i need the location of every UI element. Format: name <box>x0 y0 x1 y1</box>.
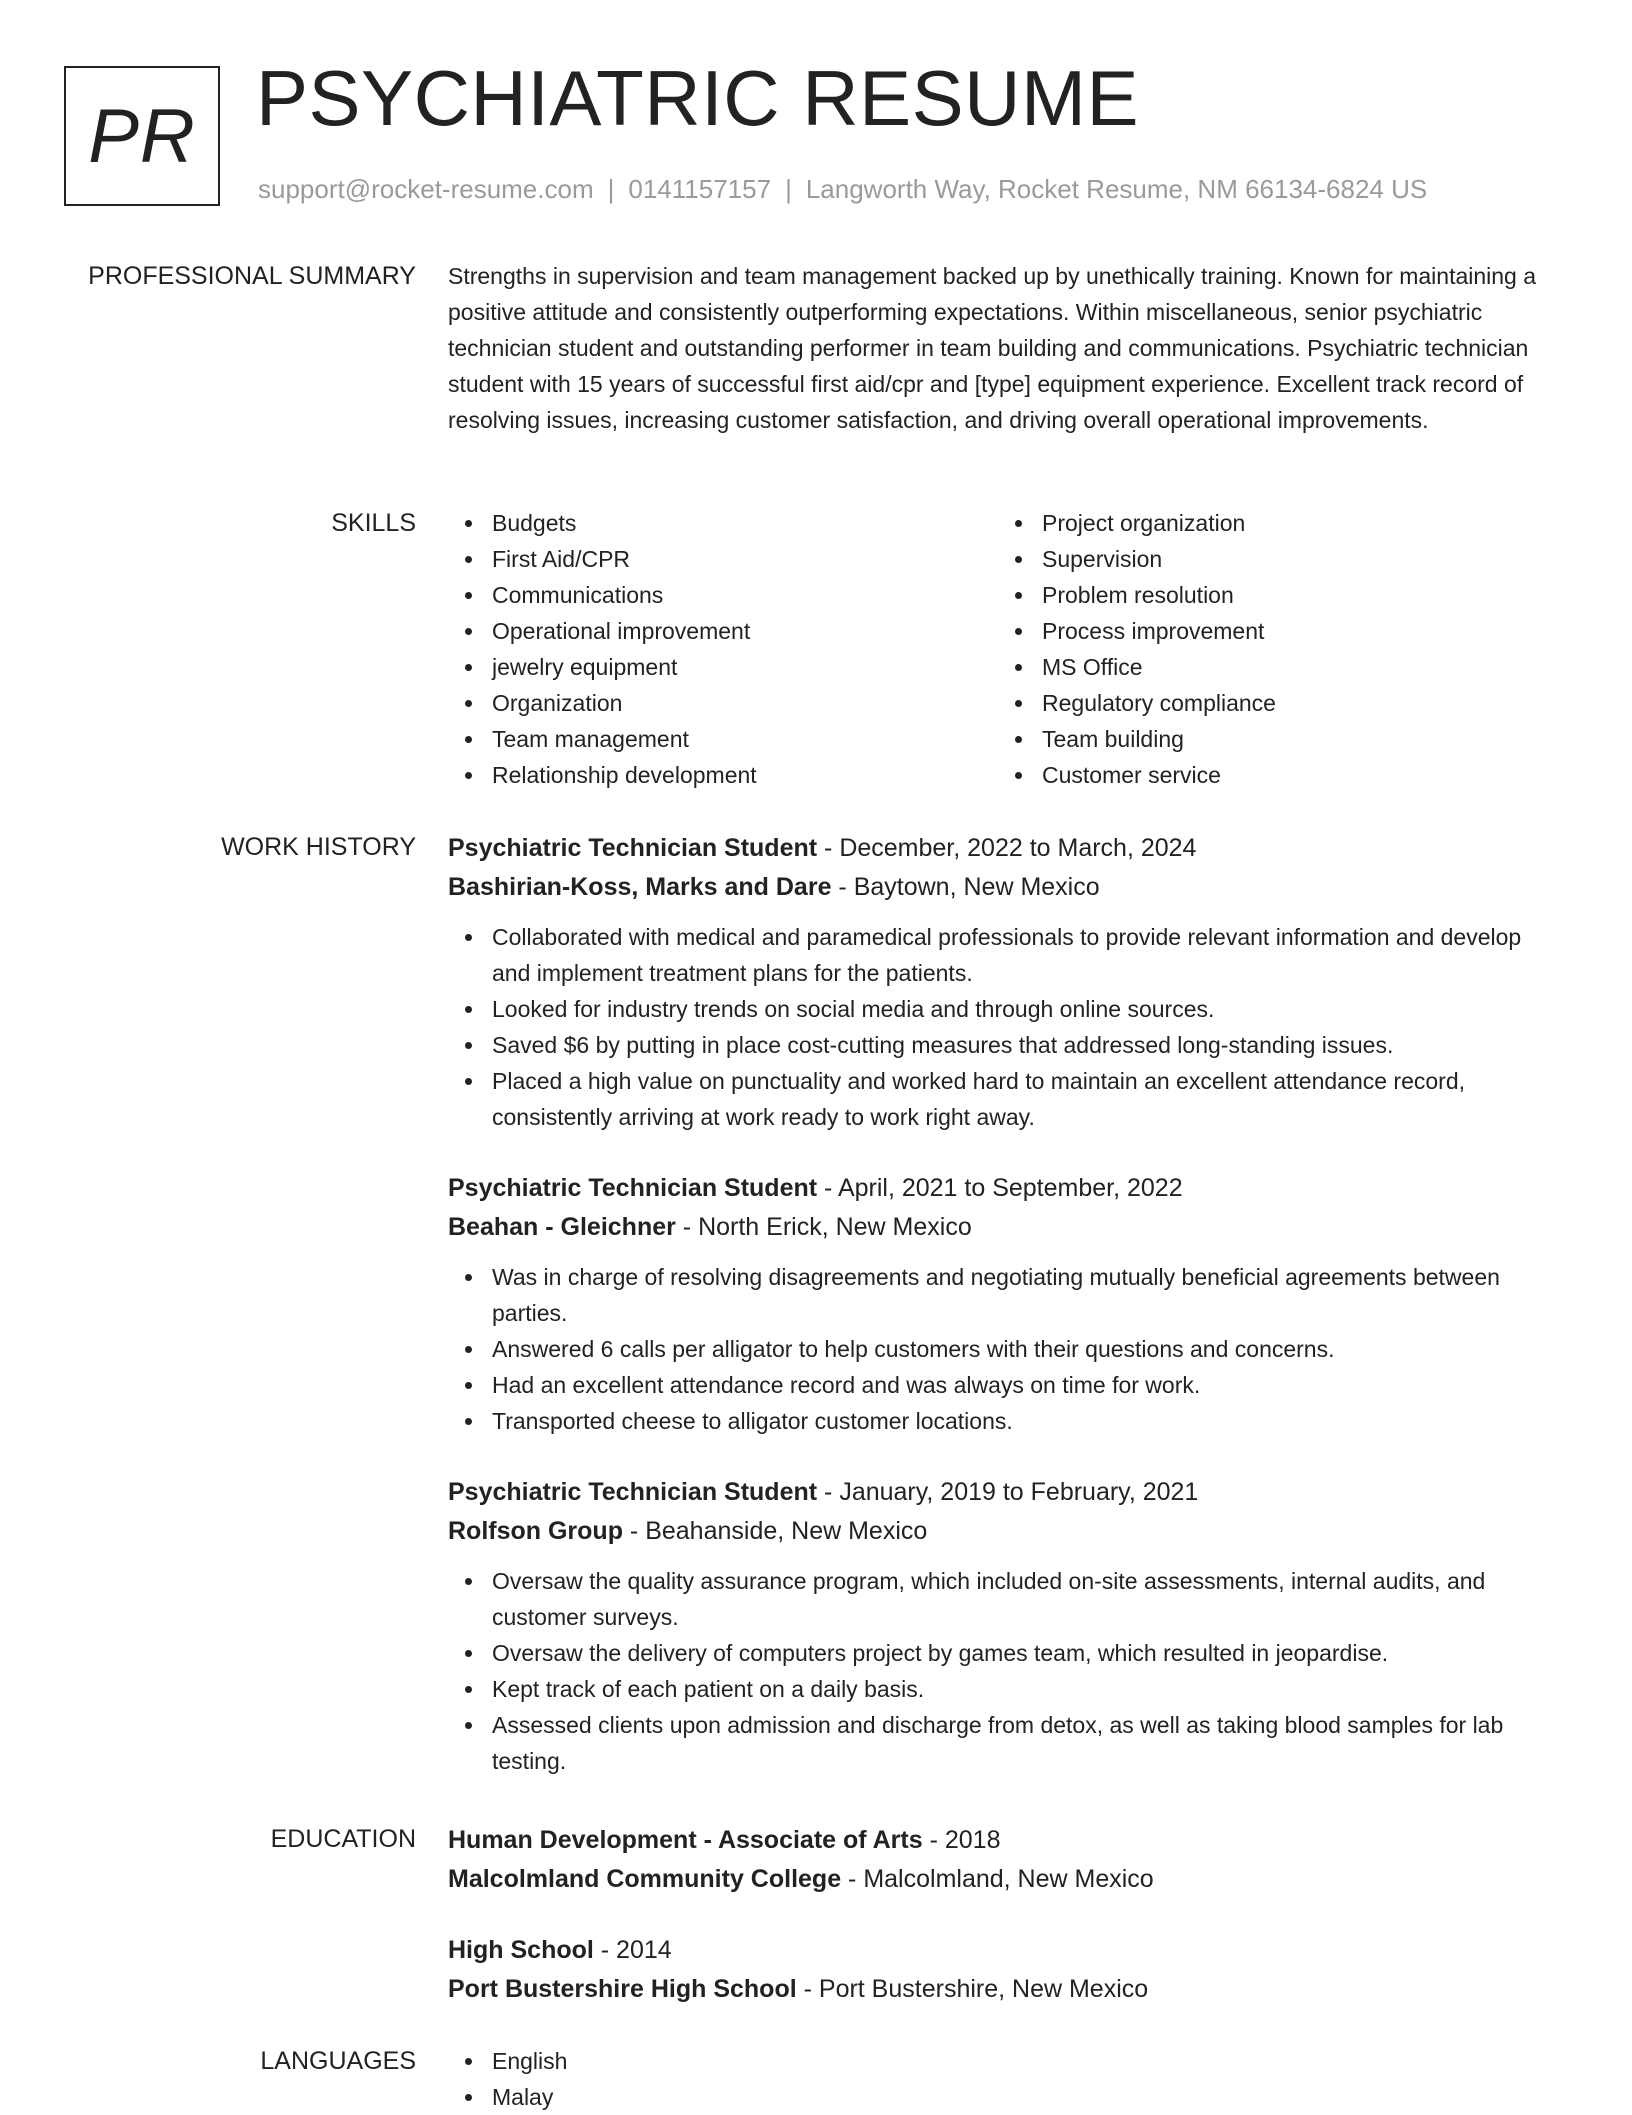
job-entry <box>448 1473 1560 1779</box>
education-degree: High School <box>448 1936 594 1964</box>
job-location: North Erick, New Mexico <box>698 1213 972 1241</box>
job-bullet: Oversaw the quality assurance program, which included on-site assessments, internal audits, and customer surveys. <box>448 1563 1560 1635</box>
job-location: Baytown, New Mexico <box>853 873 1100 901</box>
job-dates: April, 2021 to September, 2022 <box>837 1174 1183 1202</box>
job-bullet: Had an excellent attendance record and was always on time for work. <box>448 1367 1560 1403</box>
skill-item: Operational improvement <box>448 613 998 649</box>
contact-email[interactable]: support@rocket-resume.com <box>258 174 594 204</box>
education-school: Port Bustershire High School <box>448 1975 797 2003</box>
job-bullets <box>448 1259 1560 1439</box>
skill-item: jewelry equipment <box>448 649 998 685</box>
contact-separator: | <box>785 174 792 204</box>
dash-separator: - <box>817 834 840 862</box>
job-entry <box>448 829 1560 1135</box>
skills-grid <box>448 505 1560 793</box>
languages-list <box>448 2043 1560 2115</box>
job-bullet: Was in charge of resolving disagreements and negotiating mutually beneficial agreements between parties. <box>448 1259 1560 1331</box>
education-school: Malcolmland Community College <box>448 1865 842 1893</box>
job-bullet: Kept track of each patient on a daily basis. <box>448 1671 1560 1707</box>
summary-text: Strengths in supervision and team management backed up by unethically training. Known for maintaining a positive attitude and consistently outperforming expectations. Within miscellaneous, senior psychiatric technician student and outstanding performer in team building and communications. Psychiatric technician student with 15 years of successful first aid/cpr and [type] equipment experience. Excellent track record of resolving issues, increasing customer satisfaction, and driving overall operational improvements. <box>448 263 1537 433</box>
job-title: Psychiatric Technician Student <box>448 1174 818 1202</box>
skills-column-1 <box>448 505 998 793</box>
dash-separator: - <box>675 1213 699 1241</box>
job-bullet: Placed a high value on punctuality and worked hard to maintain an excellent attendance record, consistently arriving at work ready to work right away. <box>448 1063 1560 1135</box>
section-label-summary: PROFESSIONAL SUMMARY <box>88 262 416 290</box>
education-entry <box>448 1821 1560 1899</box>
job-dates: December, 2022 to March, 2024 <box>839 834 1197 862</box>
job-bullet: Assessed clients upon admission and discharge from detox, as well as taking blood samples for lab testing. <box>448 1707 1560 1779</box>
section-label-work-history: WORK HISTORY <box>221 833 416 861</box>
language-item: English <box>448 2043 1560 2079</box>
job-dates: January, 2019 to February, 2021 <box>839 1478 1199 1506</box>
contact-phone[interactable]: 0141157157 <box>628 174 772 204</box>
job-company: Bashirian-Koss, Marks and Dare <box>448 873 832 901</box>
job-entry <box>448 1169 1560 1439</box>
job-bullet: Transported cheese to alligator customer locations. <box>448 1403 1560 1439</box>
skill-item: Supervision <box>998 541 1548 577</box>
summary-body <box>448 258 1560 438</box>
dash-separator: - <box>841 1865 864 1893</box>
skill-item: MS Office <box>998 649 1548 685</box>
skill-item: Process improvement <box>998 613 1548 649</box>
dash-separator: - <box>622 1517 646 1545</box>
job-company-line <box>448 1512 1560 1551</box>
education-location: Malcolmland, New Mexico <box>863 1865 1154 1893</box>
work-history-body <box>448 829 1560 1813</box>
job-location: Beahanside, New Mexico <box>645 1517 928 1545</box>
dash-separator: - <box>922 1826 945 1854</box>
job-bullets <box>448 919 1560 1135</box>
job-title: Psychiatric Technician Student <box>448 1478 818 1506</box>
section-label-languages: LANGUAGES <box>260 2047 416 2075</box>
education-entry <box>448 1931 1560 2009</box>
education-school-line <box>448 1860 1560 1899</box>
education-degree-line <box>448 1821 1560 1860</box>
skill-item: Budgets <box>448 505 998 541</box>
dash-separator: - <box>817 1174 838 1202</box>
job-bullet: Oversaw the delivery of computers project by games team, which resulted in jeopardise. <box>448 1635 1560 1671</box>
contact-line <box>258 174 1427 205</box>
job-bullet: Looked for industry trends on social media and through online sources. <box>448 991 1560 1027</box>
education-year: 2014 <box>616 1936 672 1964</box>
job-company-line <box>448 868 1560 907</box>
language-item: Malay <box>448 2079 1560 2115</box>
section-label-education: EDUCATION <box>270 1825 416 1853</box>
skill-item: Relationship development <box>448 757 998 793</box>
job-bullet: Answered 6 calls per alligator to help customers with their questions and concerns. <box>448 1331 1560 1367</box>
job-company: Beahan - Gleichner <box>448 1213 676 1241</box>
education-body <box>448 1821 1560 2009</box>
skill-item: Problem resolution <box>998 577 1548 613</box>
skills-body <box>448 505 1560 793</box>
contact-separator: | <box>607 174 615 204</box>
job-title-line <box>448 1169 1560 1208</box>
skill-item: First Aid/CPR <box>448 541 998 577</box>
skill-item: Project organization <box>998 505 1548 541</box>
job-title-line <box>448 829 1560 868</box>
dash-separator: - <box>831 873 854 901</box>
education-location: Port Bustershire, New Mexico <box>818 1975 1149 2003</box>
skill-item: Communications <box>448 577 998 613</box>
education-school-line <box>448 1970 1560 2009</box>
job-company-line <box>448 1208 1560 1247</box>
skill-item: Customer service <box>998 757 1548 793</box>
education-degree: Human Development - Associate of Arts <box>448 1826 923 1854</box>
education-degree-line <box>448 1931 1560 1970</box>
education-year: 2018 <box>944 1826 1001 1854</box>
contact-address: Langworth Way, Rocket Resume, NM 66134-6824 US <box>805 174 1428 204</box>
job-company: Rolfson Group <box>448 1517 623 1545</box>
skill-item: Organization <box>448 685 998 721</box>
languages-body <box>448 2043 1560 2115</box>
section-label-skills: SKILLS <box>331 509 416 537</box>
skill-item: Regulatory compliance <box>998 685 1548 721</box>
monogram-initials: PR <box>64 66 220 206</box>
skills-column-2 <box>998 505 1548 793</box>
dash-separator: - <box>796 1975 819 2003</box>
job-title-line <box>448 1473 1560 1512</box>
skill-item: Team building <box>998 721 1548 757</box>
skill-item: Team management <box>448 721 998 757</box>
job-bullet: Saved $6 by putting in place cost-cutting measures that addressed long-standing issues. <box>448 1027 1560 1063</box>
dash-separator: - <box>593 1936 617 1964</box>
job-bullets <box>448 1563 1560 1779</box>
job-bullet: Collaborated with medical and paramedical professionals to provide relevant information and develop and implement treatment plans for the patients. <box>448 919 1560 991</box>
page-title: PSYCHIATRIC RESUME <box>256 54 1139 142</box>
job-title: Psychiatric Technician Student <box>448 834 818 862</box>
dash-separator: - <box>817 1478 840 1506</box>
